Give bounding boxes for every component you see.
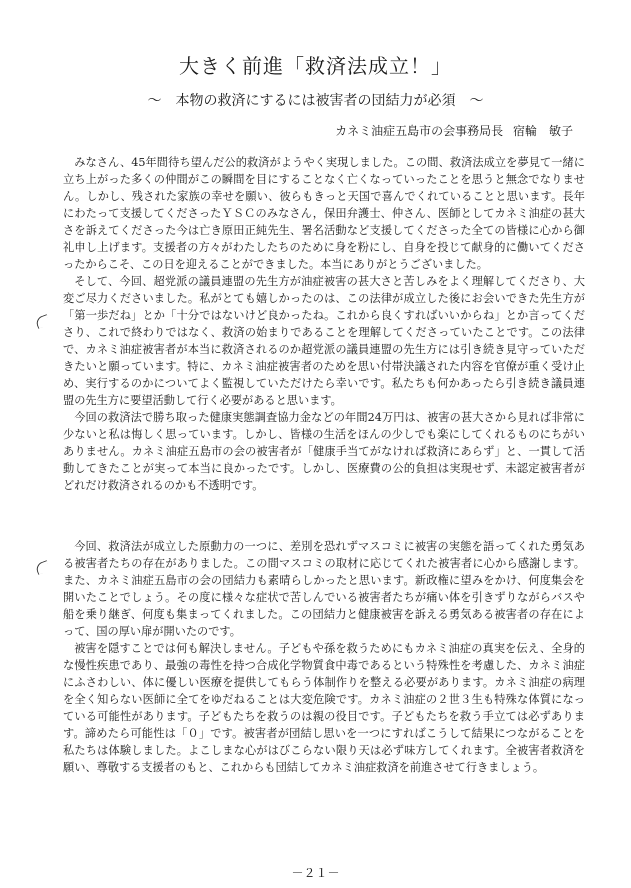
paragraph: 今回の救済法で勝ち取った健康実態調査協力金などの年間24万円は、被害の甚大さから見れば非常に少ないと私は悔しく思っています。しかし、皆様の生活をほんの少しでも楽にしてくれるものにちがいありません。カネミ油症五島市の会の被害者が「健康手当てがなければ救済にあらず」と、一貫して活動してきたことが実って本当に良かったです。しかし、医療費の公的負担は実現せず、未認定被害者がどれだけ救済されるのかも不透明です。	[63, 411, 585, 492]
binding-mark-icon	[35, 560, 51, 575]
paragraph: みなさん、45年間待ち望んだ公的救済がようやく実現しました。この間、救済法成立を夢見て一緒に立ち上がった多くの仲間がこの瞬間を目にすることなく亡くなっていったことを思うと無念でなりません。しかし、残された家族の幸せを願い、彼らもきっと天国で喜んでくれていることと思います。長年にわたって支援してくださったＹＳＣのみなさん，保田弁護士、仲さん、医師としてカネミ油症の甚大さを訴えてくださった今は亡き原田正純先生、署名活動など支援してくださった全ての皆様に心から御礼申し上げます。支援者の方々がわたしたちのために身を粉にし、自身を投じて献身的に働いてくださったからこそ、この日を迎えることができました。本当にありがとうございました。	[63, 156, 585, 271]
paragraph: 今回、救済法が成立した原動力の一つに、差別を恐れずマスコミに被害の実態を語ってくれた勇気ある被害者たちの存在がありました。この間マスコミの取材に応じてくれた被害者に心から感謝します。また、カネミ油症五島市の会の団結力も素晴らしかったと思います。新政権に望みをかけ、何度集会を開いたことでしょう。その度に様々な症状で苦しんでいる被害者たちが痛い体を引きずりながらバスや船を乗り継ぎ、何度も集まってくれました。この団結力と健康被害を訴える勇気ある被害者の存在によって、国の厚い扉が開いたのです。	[63, 540, 585, 638]
binding-mark-icon	[35, 314, 51, 329]
body-section-2	[63, 538, 585, 776]
page-number: －２１－	[291, 866, 340, 880]
author-organization: カネミ油症五島市の会事務局長	[335, 124, 504, 138]
paragraph: そして、今回、超党派の議員連盟の先生方が油症被害の甚大さと苦しみをよく理解してくださり、大変ご尽力くださいました。私がとても嬉しかったのは、この法律が成立した後にお会いできた先生方が「第一歩だね」とか「十分ではないけど良かったね。これから良くすればいいからね」とか言ってくださり、これで終わりではなく、救済の始まりであることを理解してくださっていたことです。この法律で、カネミ油症被害者が本当に救済されるのか超党派の議員連盟の先生方には引き続き見守っていただきたいと願っています。特に、カネミ油症被害者のためを思い付帯決議された内容を官僚が重く受け止め、実行するのかについてよく監視していただけたら幸いです。私たちも何かあったら引き続き議員連盟の先生方に要望活動して行く必要があると思います。	[63, 275, 585, 407]
paragraph: 被害を隠すことでは何も解決しません。子どもや孫を救うためにもカネミ油症の真実を伝え、全身的な慢性疾患であり、最強の毒性を持つ合成化学物質食中毒であるという特殊性を考慮した、カネミ油症にふさわしい、体に優しい医療を提供してもらう体制作りを整える必要があります。カネミ油症の病理を全く知らない医師に全てをゆだねることは大変危険です。カネミ油症の２世３生も特殊な体質になっている可能性があります。子どもたちを救うのは親の役目です。子どもたちを救う手立ては必ずあります。諦めたら可能性は「０」です。被害者が団結し思いを一つにすればこうして結果につながることを私たちは体験しました。よこしまな心がはびこらない限り天は必ず味方してくれます。全被害者救済を願い、尊敬する支援者のもと、これからも団結してカネミ油症救済を前進させて行きましょう。	[63, 642, 585, 774]
author-line	[329, 122, 573, 139]
page-title: 大きく前進「救済法成立！」	[179, 54, 452, 78]
body-section-1	[63, 154, 585, 494]
author-name: 宿輪 敏子	[512, 124, 573, 138]
page-subtitle: ～ 本物の救済にするには被害者の団結力が必須 ～	[147, 93, 484, 109]
